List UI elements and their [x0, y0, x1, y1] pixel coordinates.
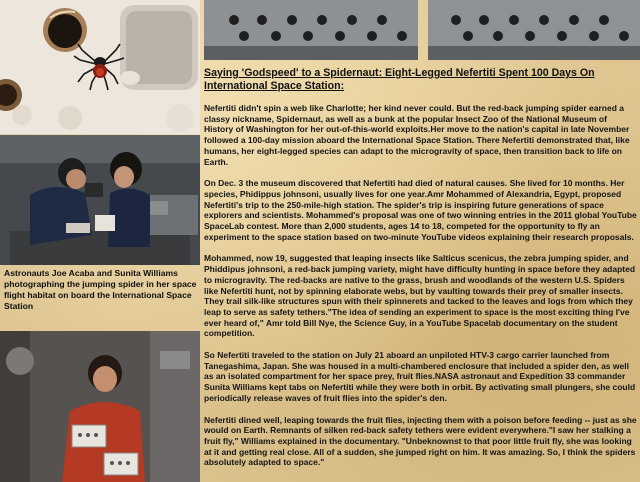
- article-title: Saying 'Godspeed' to a Spidernaut: Eight-Legged Nefertiti Spent 100 Days On International Space Station:: [204, 67, 595, 92]
- article-paragraph: Mohammed, now 19, suggested that leaping insects like Salticus scenicus, the zebra jumping spider, and Phiddipus johnsoni, a red-back jumping variety, might have difficulty hunting in space before they adapted to microgravity. The red-backs are native to the grass, brush and woodlands of the western U.S. Spiders like Nefertiti hunt, not by spinning elaborate webs, but by vaulting towards their prey of smaller insects. They trail silk-like structures spun with their spinnerets and tacked to the leaves and logs from which they leap to serve as safety tethers."The idea of sending an experiment to space is the most exciting thing I've ever heard of," Amr told Bill Nye, the Science Guy, in a YouTube Spacelab documentary on the student competition.: [204, 253, 636, 339]
- astronauts-photo: [0, 135, 200, 265]
- photo-caption: Astronauts Joe Acaba and Sunita Williams photographing the jumping spider in her space flight habitat on board the International Space Station: [4, 268, 197, 311]
- article-paragraph: On Dec. 3 the museum discovered that Nefertiti had died of natural causes. She lived for 10 months. Her species, Phidippus johnsoni, usually lives for one year.Amr Mohammed of Alexandria, Egypt, proposed Nefertiti's trip to the 250-mile-high station. The spider's trip is inspiring future generations of space explorers and scientists. Mohammed's proposal was one of two winning entries in the 2011 global YouTube SpaceLab contest. More than 2,000 students, ages 14 to 18, competed for the opportunity to fly an experiment to the space station based on two-minute YouTube videos explaining their research proposals.: [204, 178, 637, 242]
- spider-photo: [0, 0, 200, 134]
- article-paragraph: Nefertiti dined well, leaping towards the fruit flies, injecting them with a poison before feeding -- just as she would on Earth. Remnants of silken red-back safety tethers were evident everywhere."I saw her stalking a fruit fly," Williams explained in the documentary. "Unbeknownst to that poor little fruit fly, she was looking at it and getting real close. All of a sudden, she jumped right on him. It was amazing. So, I think the spiders absolutely adapted to space.": [204, 414, 637, 468]
- habitat-photo-left: [204, 0, 418, 60]
- habitat-photo-right: [428, 0, 640, 60]
- article-body: [204, 103, 637, 479]
- article-paragraph: Nefertiti didn't spin a web like Charlotte; her kind never could. But the red-back jumping spider earned a classy nickname, Spidernaut, as well as a bunk at the popular Insect Zoo of the National Museum of History of Washington for her out-of-this-world exploits.Her move to the nation's capital in late November followed a 100-day mission aboard the International Space Station. There Nefertiti demonstrated that, like humans, her eight-legged species can adapt to the microgravity of space, then transition back to life on Earth.: [204, 103, 630, 167]
- williams-photo: [0, 331, 200, 482]
- article-paragraph: So Nefertiti traveled to the station on July 21 aboard an unpiloted HTV-3 cargo carrier launched from Tanegashima, Japan. She was housed in a multi-chambered enclosure that included a spider den, as well as an isolated compartment for her space prey, fruit flies.NASA astronaut and Expedition 33 commander Sunita Williams kept tabs on Nefertiti while they were both in orbit. By activating small plungers, she could periodically release waves of fruit flies into the spider's den.: [204, 350, 636, 403]
